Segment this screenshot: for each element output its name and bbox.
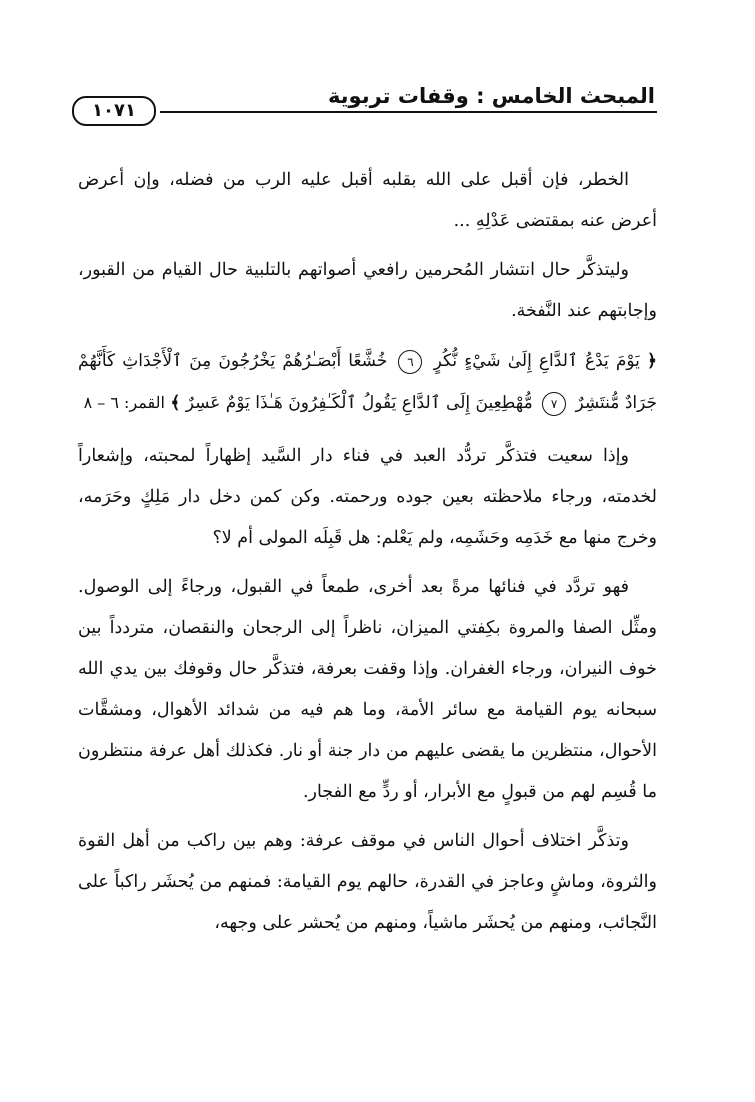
verse-part: خُشَّعًا أَبْصَـٰرُهُمْ يَخْرُجُونَ مِنَ ٱلْأَجْدَاثِ كَأَنَّهُمْ جَرَادٌ مُّنتَشِرٌ — [78, 351, 657, 413]
verse-reference: القمر: ٦ – ٨ — [83, 393, 165, 412]
quran-verse — [78, 340, 657, 424]
paragraph: وإذا سعيت فتذكَّر تردُّد العبد في فناء دار السَّيد إظهاراً لمحبته، وإشعاراً لخدمته، ورجاء ملاحظته بعين جوده ورحمته. وكن كمن دخل دار مَلِكٍ وحَرَمه، وخرج منها مع خَدَمِه وحَشَمِه، ولم يَعْلم: هل قَبِلَه المولى أم لا؟ — [78, 446, 657, 548]
verse-open-brace: ﴿ — [647, 351, 658, 371]
paragraph: وتذكَّر اختلاف أحوال الناس في موقف عرفة: وهم بين راكب من أهل القوة والثروة، وماشٍ وعاجز في القدرة، حالهم يوم القيامة: فمنهم من يُحشَر راكباً على النَّجائب، ومنهم من يُحشَر ماشياً، ومنهم من يُحشر على وجهه، — [78, 831, 657, 933]
page-number: ١٠٧١ — [72, 96, 156, 126]
verse-part: يَوْمَ يَدْعُ ٱلدَّاعِ إِلَىٰ شَيْءٍ نُّكُرٍ — [433, 351, 640, 371]
paragraph: وليتذكَّر حال انتشار المُحرمين رافعي أصواتهم بالتلبية حال القيام من القبور، وإجابتهم عند النَّفخة. — [78, 260, 657, 321]
paragraph: الخطر، فإن أقبل على الله بقلبه أقبل عليه الرب من فضله، وإن أعرض أعرض عنه بمقتضى عَدْلِهِ ... — [78, 170, 657, 231]
ayah-number-marker: ٧ — [542, 392, 566, 416]
ayah-number-marker: ٦ — [398, 350, 422, 374]
body-text — [78, 160, 657, 952]
verse-part: مُّهْطِعِينَ إِلَى ٱلدَّاعِ يَقُولُ ٱلْكَـٰفِرُونَ هَـٰذَا يَوْمٌ عَسِرٌ — [185, 393, 533, 413]
verse-close-brace: ﴾ — [170, 393, 181, 413]
header-rule — [160, 111, 657, 113]
chapter-header: المبحث الخامس : وقفات تربوية — [327, 84, 655, 108]
paragraph: فهو تردَّد في فنائها مرةً بعد أخرى، طمعاً في القبول، ورجاءً إلى الوصول. ومثِّل الصفا والمروة بكِفتي الميزان، ناظراً إلى الرجحان والنقصان، متردداً بين خوف النيران، ورجاء الغفران. وإذا وقفت بعرفة، فتذكَّر حال وقوفك بين يدي الله سبحانه يوم القيامة مع سائر الأمة، وما هم فيه من شدائد الأهوال، ومشقَّات الأحوال، منتظرين ما يقضى عليهم من دار جنة أو نار. فكذلك أهل عرفة منتظرون ما قُسِم لهم من قبولٍ مع الأبرار، أو ردٍّ مع الفجار. — [78, 577, 657, 802]
